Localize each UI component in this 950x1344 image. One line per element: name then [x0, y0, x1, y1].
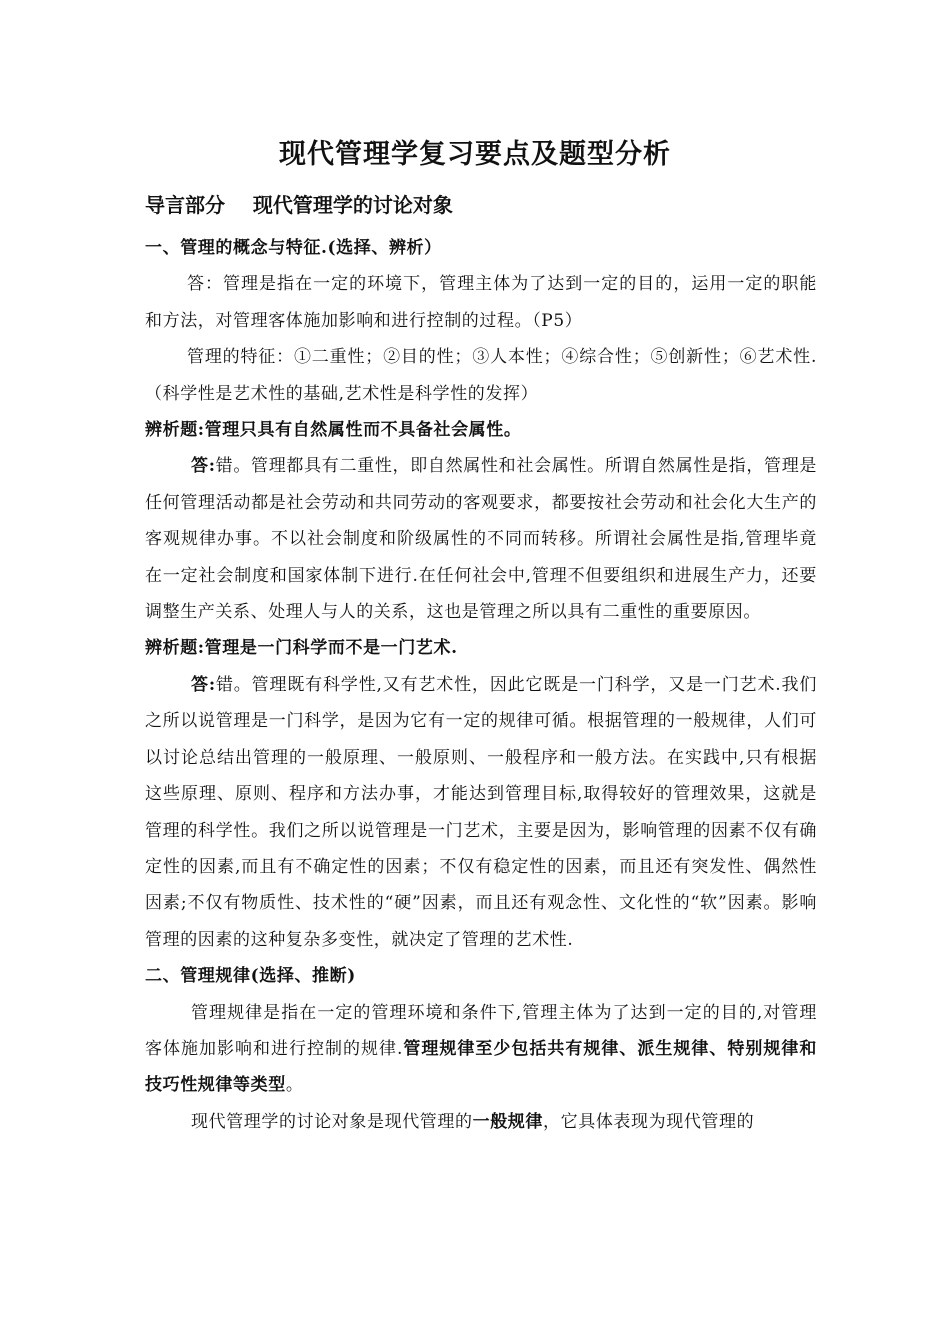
answer-label: 答: [191, 674, 216, 695]
question-2: 辨析题:管理是一门科学而不是一门艺术. [145, 638, 458, 659]
paragraph-definition: 答：管理是指在一定的环境下，管理主体为了达到一定的目的，运用一定的职能和方法，对管理客体施加影响和进行控制的过程。（P5） [145, 274, 817, 331]
answer-label: 答: [191, 456, 216, 477]
document-title: 现代管理学复习要点及题型分析 [279, 139, 671, 170]
question-1: 辨析题:管理只具有自然属性而不具备社会属性。 [145, 420, 522, 441]
paragraph-laws [145, 995, 817, 1104]
answer-1 [145, 448, 817, 630]
answer-2 [145, 667, 817, 958]
heading-laws: 二、管理规律(选择、推断) [145, 966, 356, 987]
laws-text: 管理规律是指在一定的管理环境和条件下,管理主体为了达到一定的目的,对管理客体施加影响和进行控制的规律. [145, 1002, 817, 1059]
paragraph-object [145, 1104, 817, 1140]
object-bold-text: 一般规律 [472, 1111, 544, 1132]
object-end: ，它具体表现为现代管理的 [543, 1111, 755, 1132]
answer-text: 错。管理都具有二重性，即自然属性和社会属性。所谓自然属性是指，管理是任何管理活动都是社会劳动和共同劳动的客观要求，都要按社会劳动和社会化大生产的客观规律办事。不以社会制度和阶级属性的不同而转移。所谓社会属性是指,管理毕竟在一定社会制度和国家体制下进行.在任何社会中,管理不但要组织和进展生产力，还要调整生产关系、处理人与人的关系，这也是管理之所以具有二重性的重要原因。 [145, 456, 817, 623]
document-body [145, 230, 817, 1140]
object-text: 现代管理学的讨论对象是现代管理的 [191, 1111, 473, 1132]
heading-concept: 一、管理的概念与特征.(选择、辨析） [145, 238, 442, 258]
laws-bold-text: 管理规律至少包括共有规律、派生规律、特别规律和技巧性规律等类型 [145, 1038, 817, 1096]
section-heading: 导言部分 现代管理学的讨论对象 [145, 193, 453, 217]
paragraph-features: 管理的特征：①二重性；②目的性；③人本性；④综合性；⑤创新性；⑥艺术性.（科学性是艺术性的基础,艺术性是科学性的发挥） [145, 347, 817, 404]
answer-text: 错。管理既有科学性,又有艺术性，因此它既是一门科学，又是一门艺术.我们之所以说管理是一门科学，是因为它有一定的规律可循。根据管理的一般规律，人们可以讨论总结出管理的一般原理、一般原则、一般程序和一般方法。在实践中,只有根据这些原理、原则、程序和方法办事，才能达到管理目标,取得较好的管理效果，这就是管理的科学性。我们之所以说管理是一门艺术，主要是因为，影响管理的因素不仅有确定性的因素,而且有不确定性的因素；不仅有稳定性的因素，而且还有突发性、偶然性因素;不仅有物质性、技术性的“硬”因素，而且还有观念性、文化性的“软”因素。影响管理的因素的这种复杂多变性，就决定了管理的艺术性. [145, 674, 817, 950]
laws-end: 。 [285, 1075, 304, 1096]
